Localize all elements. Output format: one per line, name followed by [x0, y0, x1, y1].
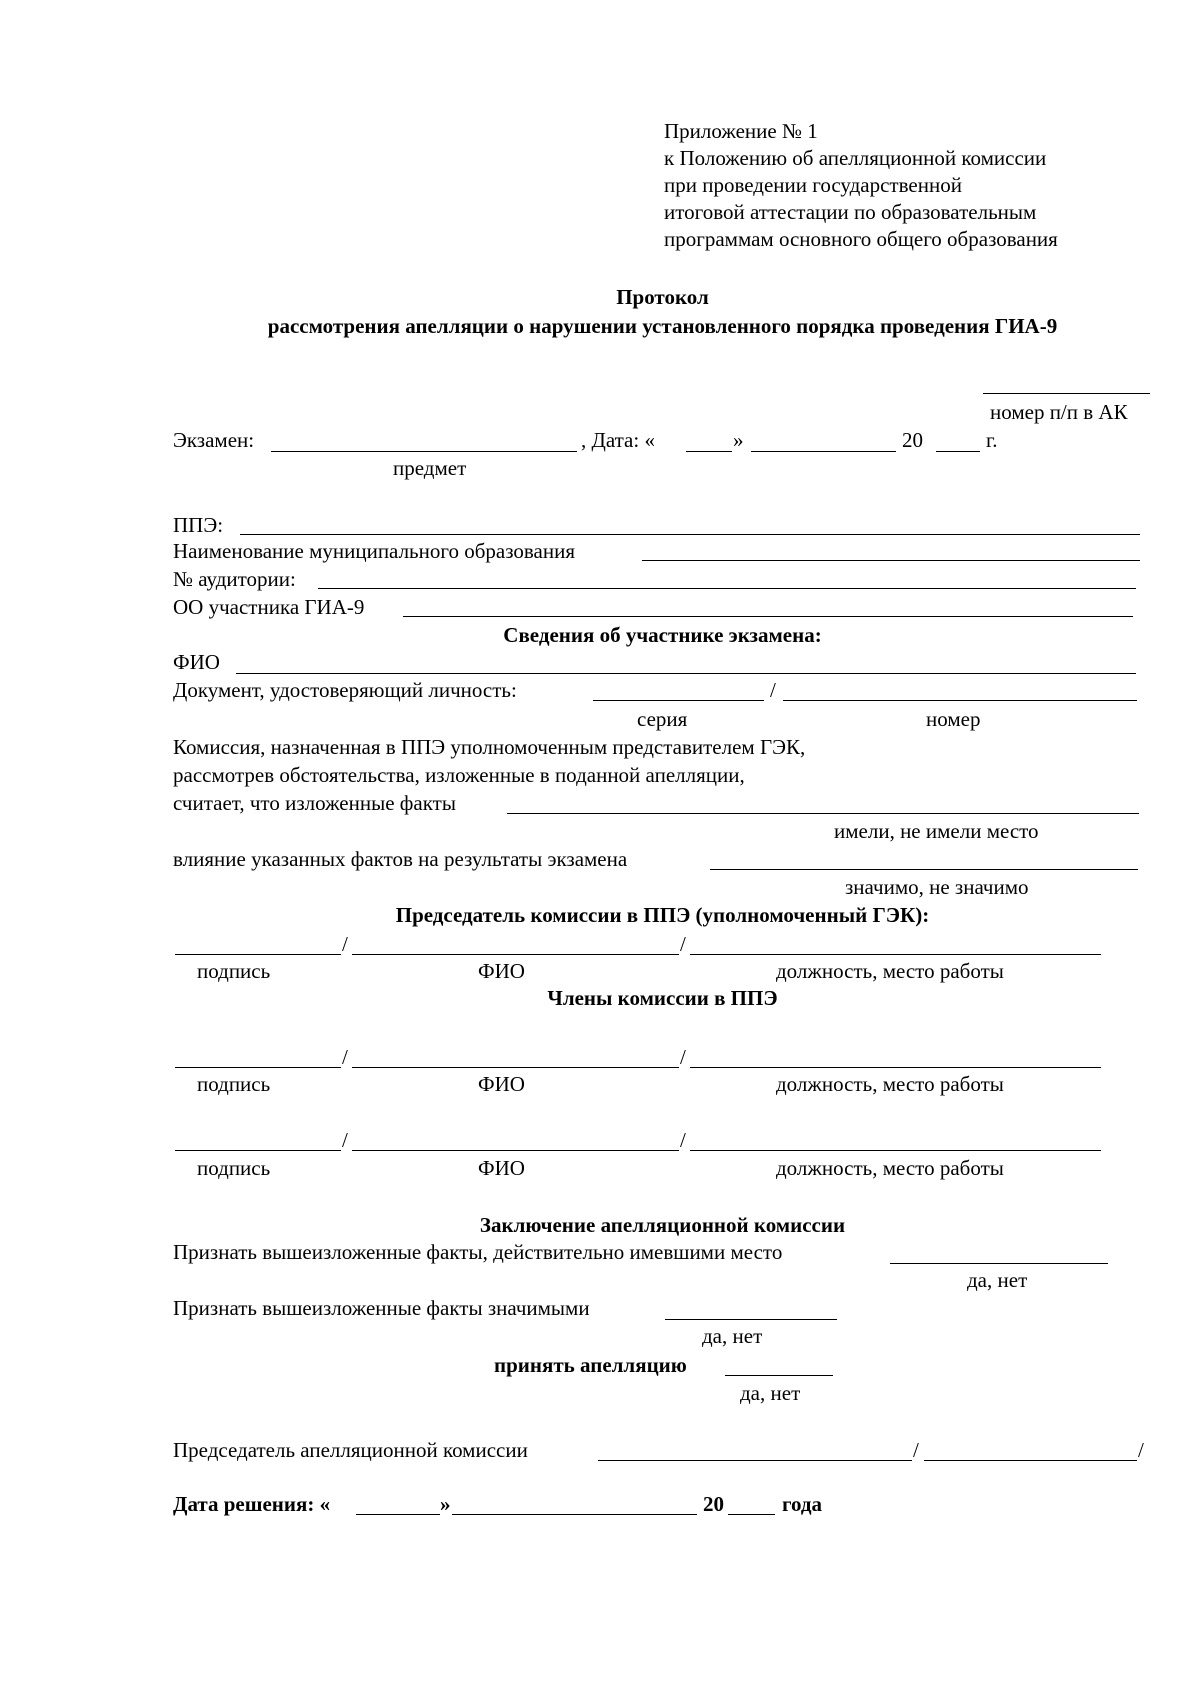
member1-caption-position: должность, место работы	[776, 1072, 1004, 1096]
member2-signature-line[interactable]	[175, 1150, 341, 1151]
exam-month-line[interactable]	[751, 451, 896, 452]
exam-subject-line[interactable]	[271, 451, 577, 452]
decision-label: Дата решения: «	[173, 1492, 331, 1516]
document-label: Документ, удостоверяющий личность:	[173, 678, 517, 702]
number-caption: номер п/п в АК	[990, 400, 1128, 424]
chairman-slash-1: /	[342, 932, 348, 956]
chairman-ppe-heading: Председатель комиссии в ППЭ (уполномоченный ГЭК):	[395, 903, 930, 927]
decision-quote-close: »	[440, 1492, 451, 1516]
exam-year-line[interactable]	[936, 451, 980, 452]
auditorium-label: № аудитории:	[173, 567, 296, 591]
school-line[interactable]	[403, 616, 1133, 617]
commission-line-2: рассмотрев обстоятельства, изложенные в поданной апелляции,	[173, 763, 745, 787]
conclusion-q3-caption: да, нет	[740, 1381, 801, 1405]
decision-year-suffix: года	[782, 1492, 823, 1516]
commission-line-1: Комиссия, назначенная в ППЭ уполномоченным представителем ГЭК,	[173, 735, 806, 759]
conclusion-q2-caption: да, нет	[702, 1324, 763, 1348]
chairman-fio-line[interactable]	[352, 954, 679, 955]
influence-line[interactable]	[710, 869, 1138, 870]
member2-slash-1: /	[342, 1128, 348, 1152]
decision-month-line[interactable]	[452, 1514, 697, 1515]
subject-caption: предмет	[393, 456, 467, 480]
ppe-label: ППЭ:	[173, 513, 224, 537]
conclusion-q2: Признать вышеизложенные факты значимыми	[173, 1296, 590, 1320]
member2-caption-signature: подпись	[197, 1156, 271, 1180]
fio-label: ФИО	[173, 650, 220, 674]
municipality-label: Наименование муниципального образования	[173, 539, 575, 563]
member1-position-line[interactable]	[690, 1067, 1101, 1068]
conclusion-q2-line[interactable]	[665, 1319, 837, 1320]
member2-fio-line[interactable]	[352, 1150, 679, 1151]
exam-quote-close: »	[733, 428, 744, 452]
participant-heading: Сведения об участнике экзамена:	[503, 623, 822, 647]
chairman-position-line[interactable]	[690, 954, 1101, 955]
header-line-3: при проведении государственной	[664, 173, 962, 197]
conclusion-q3: принять апелляцию	[494, 1353, 687, 1377]
document-title: Протокол	[616, 285, 709, 309]
appendix-header	[664, 118, 1058, 253]
header-line-5: программам основного общего образования	[664, 227, 1058, 251]
chairman-appeal-fio-line[interactable]	[924, 1460, 1137, 1461]
decision-year-prefix: 20	[703, 1492, 724, 1516]
municipality-line[interactable]	[642, 560, 1140, 561]
members-heading: Члены комиссии в ППЭ	[547, 986, 778, 1010]
header-line-4: итоговой аттестации по образовательным	[664, 200, 1037, 224]
conclusion-q1: Признать вышеизложенные факты, действительно имевшими место	[173, 1240, 783, 1264]
ppe-line[interactable]	[240, 534, 1140, 535]
document-series-line[interactable]	[593, 700, 764, 701]
decision-year-line[interactable]	[728, 1514, 775, 1515]
auditorium-line[interactable]	[318, 588, 1136, 589]
member1-signature-line[interactable]	[175, 1067, 341, 1068]
influence-caption: значимо, не значимо	[845, 875, 1029, 899]
exam-year-suffix: г.	[986, 428, 998, 452]
member2-caption-position: должность, место работы	[776, 1156, 1004, 1180]
chairman-signature-line[interactable]	[175, 954, 341, 955]
chairman-caption-fio: ФИО	[478, 959, 525, 983]
facts-caption: имели, не имели место	[834, 819, 1039, 843]
chairman-appeal-slash-2: /	[1138, 1438, 1144, 1462]
conclusion-q1-line[interactable]	[890, 1263, 1108, 1264]
school-label: ОО участника ГИА-9	[173, 595, 365, 619]
conclusion-q1-caption: да, нет	[967, 1268, 1028, 1292]
exam-date-label: , Дата: «	[581, 428, 655, 452]
document-number-line[interactable]	[783, 700, 1137, 701]
series-caption: серия	[637, 707, 688, 731]
member1-fio-line[interactable]	[352, 1067, 679, 1068]
chairman-appeal-signature-line[interactable]	[598, 1460, 912, 1461]
number-line[interactable]	[983, 393, 1150, 394]
exam-label: Экзамен:	[173, 428, 255, 452]
chairman-caption-position: должность, место работы	[776, 959, 1004, 983]
member1-caption-signature: подпись	[197, 1072, 271, 1096]
chairman-caption-signature: подпись	[197, 959, 271, 983]
member2-slash-2: /	[680, 1128, 686, 1152]
member1-slash-1: /	[342, 1045, 348, 1069]
conclusion-q3-line[interactable]	[725, 1375, 833, 1376]
facts-line[interactable]	[507, 813, 1139, 814]
header-line-2: к Положению об апелляционной комиссии	[664, 146, 1047, 170]
influence-label: влияние указанных фактов на результаты экзамена	[173, 847, 628, 871]
exam-year-prefix: 20	[902, 428, 923, 452]
member1-slash-2: /	[680, 1045, 686, 1069]
conclusion-heading: Заключение апелляционной комиссии	[479, 1213, 846, 1237]
chairman-appeal-label: Председатель апелляционной комиссии	[173, 1438, 528, 1462]
member2-caption-fio: ФИО	[478, 1156, 525, 1180]
exam-day-line[interactable]	[686, 451, 732, 452]
header-line-1: Приложение № 1	[664, 119, 818, 143]
number-caption-doc: номер	[926, 707, 981, 731]
member1-caption-fio: ФИО	[478, 1072, 525, 1096]
fio-line[interactable]	[236, 673, 1136, 674]
commission-line-3: считает, что изложенные факты	[173, 791, 456, 815]
decision-day-line[interactable]	[356, 1514, 440, 1515]
document-subtitle: рассмотрения апелляции о нарушении установленного порядка проведения ГИА-9	[267, 314, 1058, 338]
document-slash: /	[770, 678, 776, 702]
member2-position-line[interactable]	[690, 1150, 1101, 1151]
chairman-appeal-slash-1: /	[913, 1438, 919, 1462]
chairman-slash-2: /	[680, 932, 686, 956]
